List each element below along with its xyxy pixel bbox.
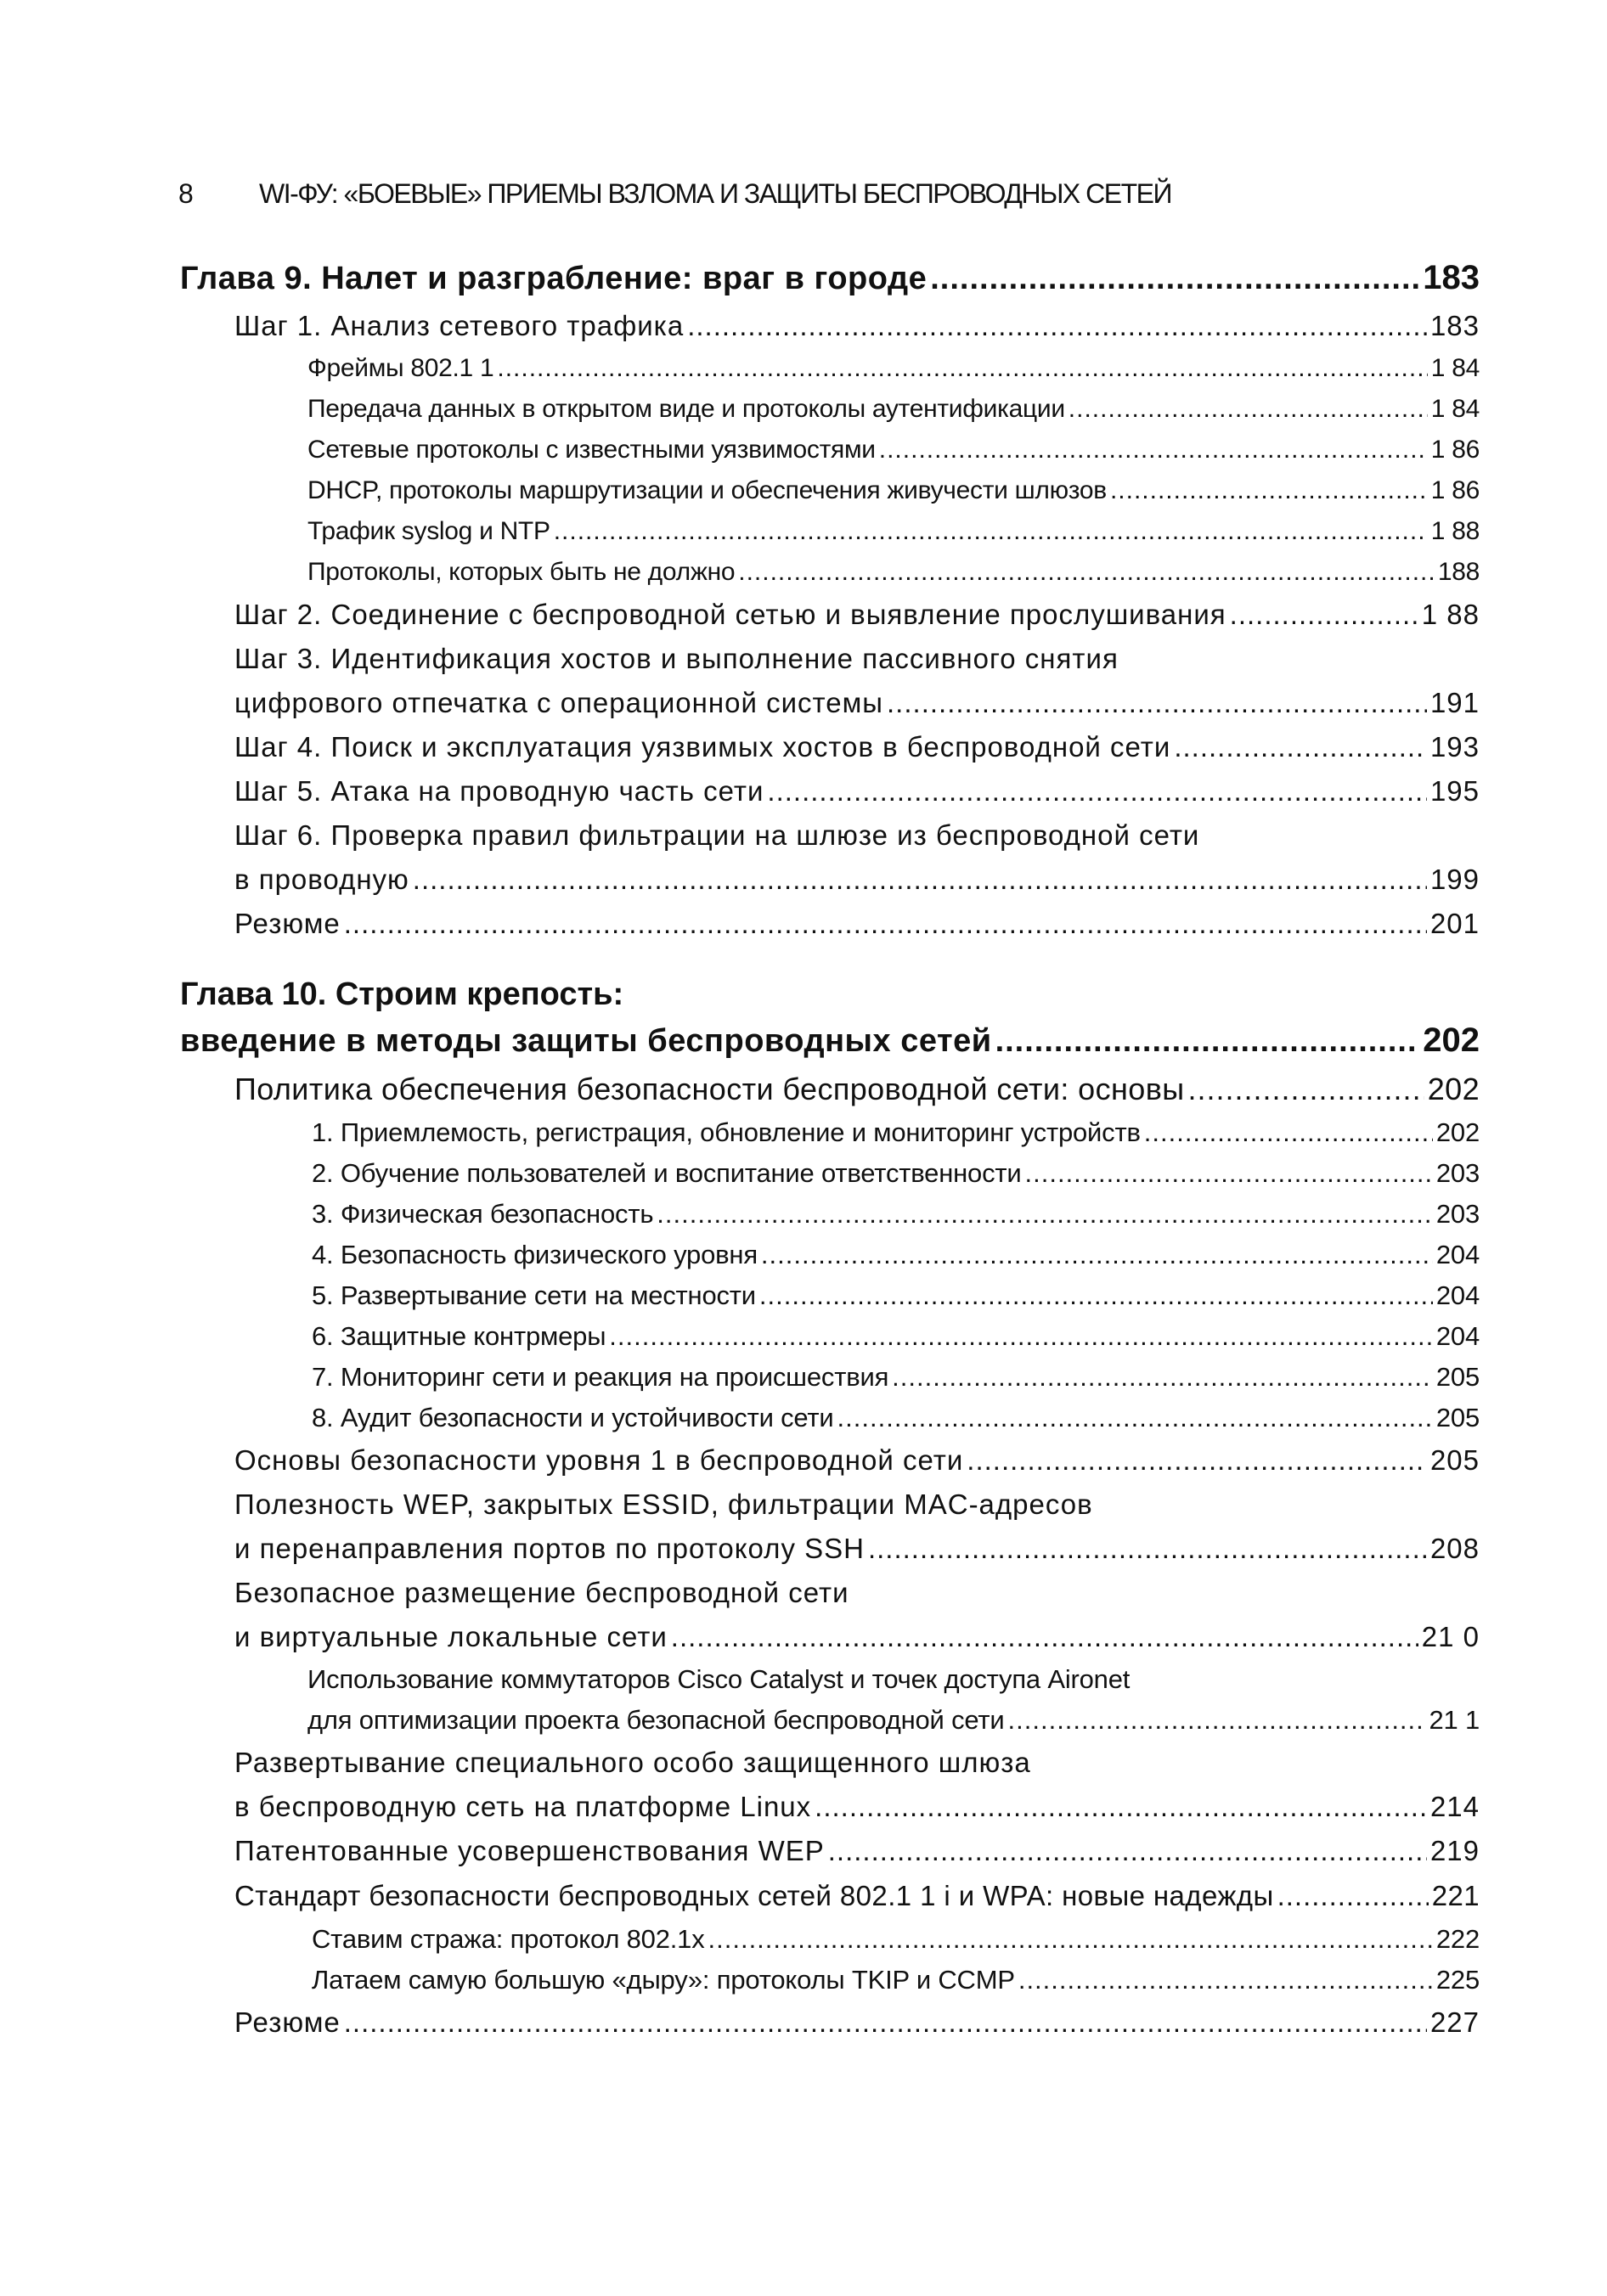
toc-title: Латаем самую большую «дыру»: протоколы TKIP и CCMP (312, 1965, 1015, 1995)
toc-title-line: Развертывание специального особо защищенного шлюза (234, 1747, 1031, 1778)
toc-title: Резюме (234, 2006, 341, 2038)
toc-title: 6. Защитные контрмеры (312, 1321, 606, 1351)
table-of-contents (180, 255, 1480, 2045)
toc-item[interactable] (312, 1919, 1480, 1960)
leader-dots (657, 1194, 1433, 1235)
toc-title: и виртуальные локальные сети (234, 1621, 668, 1652)
toc-item[interactable] (307, 430, 1480, 470)
toc-step-4[interactable] (234, 725, 1480, 769)
toc-title: 3. Физическая безопасность (312, 1199, 654, 1229)
toc-title: Протоколы, которых быть не должно (307, 558, 736, 586)
toc-wep-usefulness[interactable] (234, 1483, 1480, 1571)
toc-title: Глава 9. Налет и разграбление: враг в городе (180, 261, 928, 296)
toc-step-2[interactable] (234, 593, 1480, 637)
leader-dots (344, 2001, 1427, 2045)
toc-summary-10[interactable] (234, 2001, 1480, 2045)
leader-dots (708, 1919, 1433, 1960)
leader-dots (879, 430, 1428, 470)
toc-page: 227 (1429, 2006, 1480, 2038)
toc-item[interactable] (312, 1316, 1480, 1357)
toc-title: Шаг 2. Соединение с беспроводной сетью и выявление прослушивания (234, 599, 1226, 630)
toc-item[interactable] (307, 389, 1480, 430)
toc-step-1[interactable] (234, 304, 1480, 348)
toc-cisco-catalyst[interactable] (307, 1659, 1480, 1741)
leader-dots (738, 552, 1435, 593)
toc-page: 183 (1429, 310, 1480, 341)
leader-dots (1188, 1066, 1424, 1112)
toc-title-line: Полезность WEP, закрытых ESSID, фильтрации MAC-адресов (234, 1488, 1093, 1520)
toc-page: 1 84 (1430, 395, 1480, 423)
toc-item[interactable] (312, 1398, 1480, 1438)
leader-dots (930, 256, 1419, 301)
toc-page: 202 (1435, 1117, 1480, 1147)
toc-page: 222 (1435, 1924, 1480, 1954)
toc-item[interactable] (312, 1112, 1480, 1153)
leader-dots (413, 858, 1427, 902)
toc-item[interactable] (312, 1960, 1480, 2001)
toc-title: цифрового отпечатка с операционной системы (234, 687, 884, 718)
toc-title-line: Шаг 6. Проверка правил фильтрации на шлюзе из беспроводной сети (234, 819, 1200, 851)
toc-step-6[interactable] (234, 813, 1480, 902)
leader-dots (837, 1398, 1433, 1438)
toc-item[interactable] (307, 348, 1480, 389)
toc-page: 205 (1435, 1403, 1480, 1432)
leader-dots (554, 511, 1428, 552)
toc-page: 214 (1429, 1791, 1480, 1822)
leader-dots (1174, 725, 1427, 769)
toc-chapter-10[interactable] (180, 971, 1480, 1064)
leader-dots (1277, 1873, 1429, 1919)
toc-page: 1 84 (1430, 354, 1480, 382)
toc-page: 199 (1429, 864, 1480, 895)
toc-title-line: Безопасное размещение беспроводной сети (234, 1577, 849, 1608)
leader-dots (828, 1829, 1427, 1873)
leader-dots (1144, 1112, 1433, 1153)
toc-title: Сетевые протоколы с известными уязвимостями (307, 436, 876, 464)
leader-dots (1230, 593, 1418, 637)
toc-title: 4. Безопасность физического уровня (312, 1240, 758, 1269)
toc-page: 183 (1423, 259, 1480, 296)
toc-title-line: Шаг 3. Идентификация хостов и выполнение пассивного снятия (234, 643, 1119, 674)
page-number: 8 (178, 178, 194, 209)
toc-page: 204 (1435, 1240, 1480, 1269)
toc-title: Политика обеспечения безопасности беспроводной сети: основы (234, 1072, 1185, 1106)
toc-title: Стандарт безопасности беспроводных сетей 802.1 1 i и WPA: новые надежды (234, 1880, 1274, 1911)
toc-item[interactable] (312, 1194, 1480, 1235)
leader-dots (1025, 1153, 1433, 1194)
toc-title-line: Глава 10. Строим крепость: (180, 976, 624, 1012)
toc-title: и перенаправления портов по протоколу SSH (234, 1533, 865, 1564)
leader-dots (868, 1527, 1427, 1571)
toc-page: 204 (1435, 1321, 1480, 1351)
toc-item[interactable] (312, 1235, 1480, 1275)
toc-title: Шаг 4. Поиск и эксплуатация уязвимых хостов в беспроводной сети (234, 731, 1171, 763)
toc-page: 1 86 (1430, 436, 1480, 464)
leader-dots (759, 1275, 1433, 1316)
leader-dots (892, 1357, 1433, 1398)
toc-page: 21 0 (1421, 1621, 1480, 1652)
leader-dots (887, 681, 1427, 725)
toc-chapter-9[interactable] (180, 255, 1480, 301)
leader-dots (1018, 1960, 1433, 2001)
toc-page: 193 (1429, 731, 1480, 763)
toc-wep-improvements[interactable] (234, 1829, 1480, 1873)
toc-title: Резюме (234, 908, 341, 939)
toc-page: 221 (1431, 1880, 1480, 1911)
toc-page: 203 (1435, 1158, 1480, 1188)
leader-dots (1110, 470, 1428, 511)
toc-page: 21 1 (1429, 1705, 1480, 1735)
toc-title: 2. Обучение пользователей и воспитание ответственности (312, 1158, 1022, 1188)
toc-title: 1. Приемлемость, регистрация, обновление и мониторинг устройств (312, 1117, 1141, 1147)
toc-item[interactable] (307, 511, 1480, 552)
toc-title: введение в методы защиты беспроводных сетей (180, 1023, 992, 1059)
toc-title: Шаг 1. Анализ сетевого трафика (234, 310, 685, 341)
leader-dots (1008, 1700, 1426, 1741)
leader-dots (815, 1785, 1427, 1829)
toc-item[interactable] (312, 1357, 1480, 1398)
toc-page: 205 (1435, 1362, 1480, 1392)
leader-dots (497, 348, 1427, 389)
toc-title: в беспроводную сеть на платформе Linux (234, 1791, 812, 1822)
toc-title: в проводную (234, 864, 409, 895)
toc-page: 1 86 (1430, 476, 1480, 504)
toc-page: 188 (1437, 558, 1480, 586)
toc-step-3[interactable] (234, 637, 1480, 725)
toc-page: 201 (1429, 908, 1480, 939)
toc-title: DHCP, протоколы маршрутизации и обеспечения живучести шлюзов (307, 476, 1107, 504)
toc-title: Шаг 5. Атака на проводную часть сети (234, 775, 764, 807)
toc-page: 219 (1429, 1835, 1480, 1866)
toc-item[interactable] (312, 1275, 1480, 1316)
toc-page: 205 (1429, 1444, 1480, 1476)
toc-layer1[interactable] (234, 1438, 1480, 1483)
toc-linux-gateway[interactable] (234, 1741, 1480, 1829)
toc-item[interactable] (312, 1153, 1480, 1194)
toc-page: 202 (1427, 1072, 1480, 1106)
toc-page: 204 (1435, 1280, 1480, 1310)
running-header (178, 178, 1452, 229)
toc-page: 1 88 (1430, 517, 1480, 545)
leader-dots (1069, 389, 1428, 430)
toc-page: 191 (1429, 687, 1480, 718)
toc-page: 225 (1435, 1965, 1480, 1995)
toc-title-line: Использование коммутаторов Cisco Catalyst и точек доступа Aironet (307, 1664, 1131, 1694)
toc-title: Передача данных в открытом виде и протоколы аутентификации (307, 395, 1065, 423)
toc-title: Патентованные усовершенствования WEP (234, 1835, 825, 1866)
toc-page: 202 (1423, 1021, 1480, 1059)
leader-dots (967, 1438, 1427, 1483)
toc-page: 203 (1435, 1199, 1480, 1229)
leader-dots (761, 1235, 1433, 1275)
toc-item[interactable] (307, 552, 1480, 593)
leader-dots (767, 769, 1427, 813)
toc-step-5[interactable] (234, 769, 1480, 813)
leader-dots (687, 304, 1427, 348)
toc-page: 195 (1429, 775, 1480, 807)
toc-title: Ставим стража: протокол 802.1x (312, 1924, 705, 1954)
toc-page: 1 88 (1421, 599, 1480, 630)
running-title: WI-ФУ: «БОЕВЫЕ» ПРИЕМЫ ВЗЛОМА И ЗАЩИТЫ БЕСПРОВОДНЫХ СЕТЕЙ (259, 178, 1171, 209)
toc-title: Фреймы 802.1 1 (307, 354, 494, 382)
toc-policy[interactable] (234, 1066, 1480, 1112)
toc-standard-80211i[interactable] (234, 1873, 1480, 1919)
toc-title: 5. Развертывание сети на местности (312, 1280, 756, 1310)
toc-secure-placement[interactable] (234, 1571, 1480, 1659)
leader-dots (344, 902, 1427, 946)
toc-title: 7. Мониторинг сети и реакция на происшествия (312, 1362, 889, 1392)
toc-summary-9[interactable] (234, 902, 1480, 946)
leader-dots (995, 1018, 1420, 1064)
toc-title: Основы безопасности уровня 1 в беспроводной сети (234, 1444, 964, 1476)
toc-title: 8. Аудит безопасности и устойчивости сети (312, 1403, 834, 1432)
leader-dots (609, 1316, 1433, 1357)
toc-page: 208 (1429, 1533, 1480, 1564)
leader-dots (671, 1615, 1418, 1659)
toc-title: для оптимизации проекта безопасной беспроводной сети (307, 1705, 1005, 1735)
toc-item[interactable] (307, 470, 1480, 511)
toc-title: Трафик syslog и NTP (307, 517, 550, 545)
